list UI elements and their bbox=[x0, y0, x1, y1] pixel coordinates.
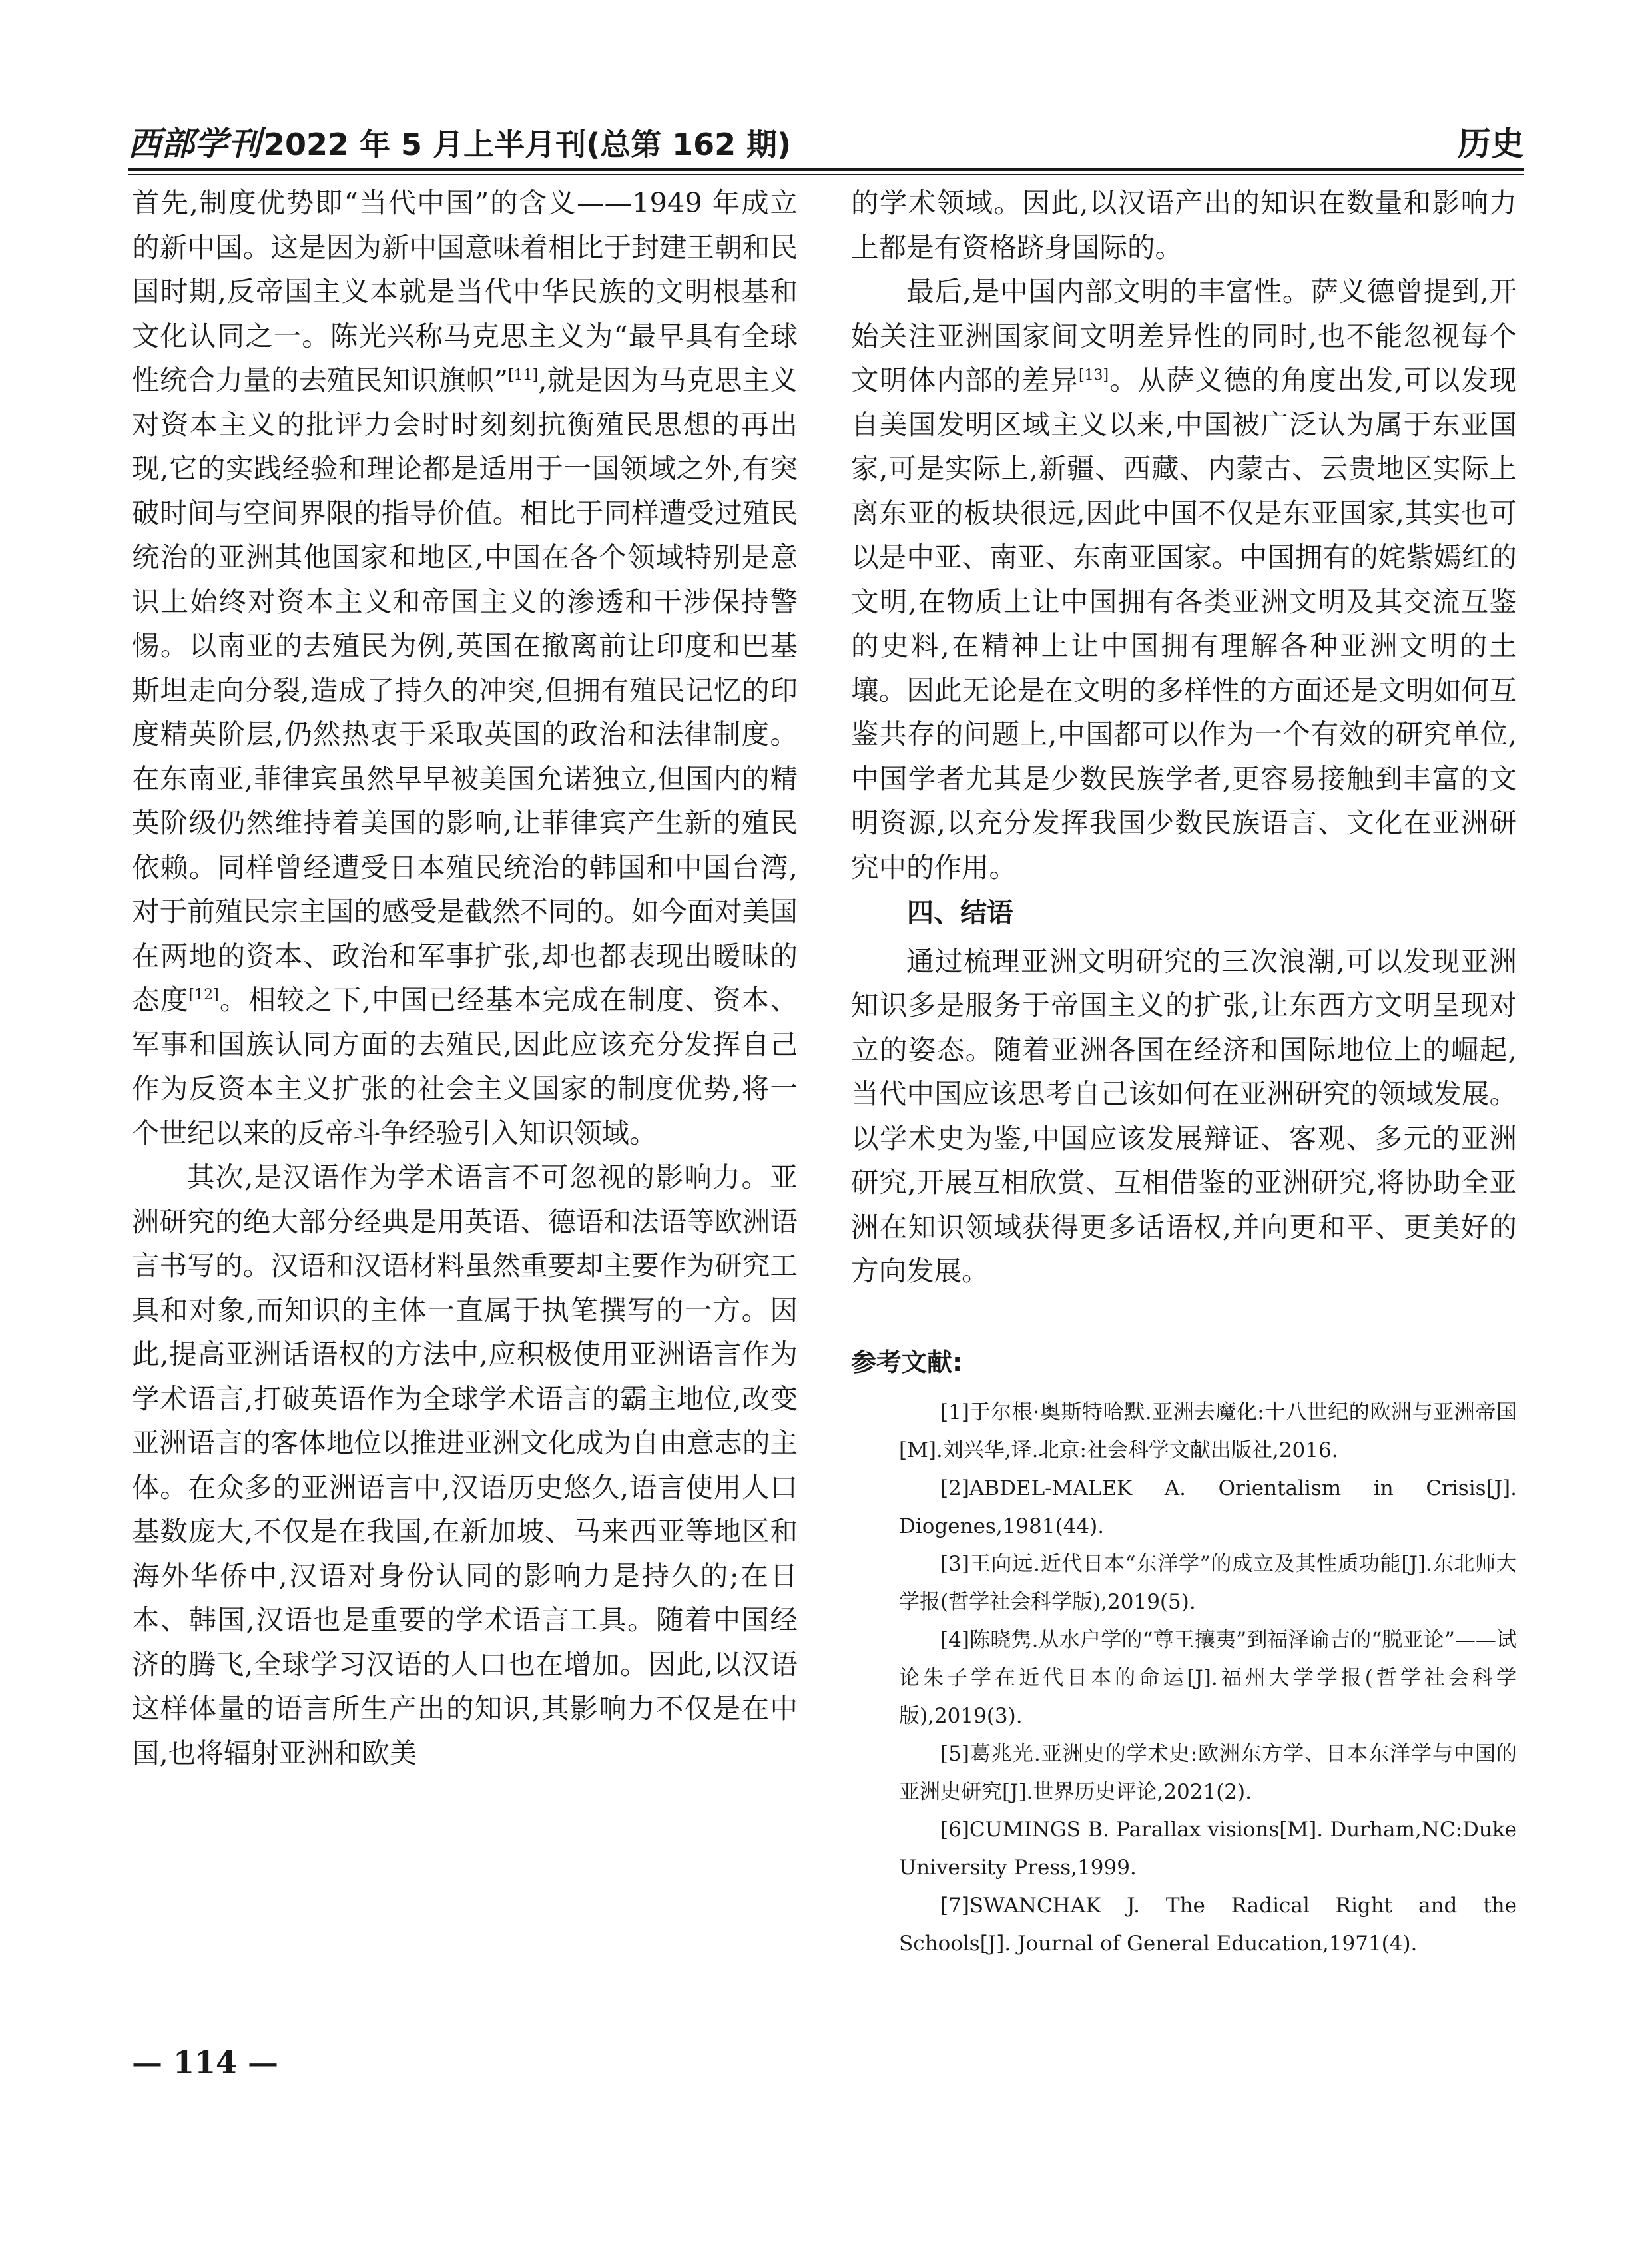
paragraph-text: 。从萨义德的角度出发,可以发现自美国发明区域主义以来,中国被广泛认为属于东亚国家,可是实际上,新疆、西藏、内蒙古、云贵地区实际上离东亚的板块很远,因此中国不仅是东亚国家,其实也可以是中亚、南亚、东南亚国家。中国拥有的姹紫嫣红的文明,在物质上让中国拥有各类亚洲文明及其交流互鉴的史料,在精神上让中国拥有理解各种亚洲文明的土壤。因此无论是在文明的多样性的方面还是文明如何互鉴共存的问题上,中国都可以作为一个有效的研究单位,中国学者尤其是少数民族学者,更容易接触到丰富的文明资源,以充分发挥我国少数民族语言、文化在亚洲研究中的作用。 bbox=[851, 364, 1517, 884]
section-heading-conclusion: 四、结语 bbox=[907, 898, 1013, 928]
paragraph-conclusion: 通过梳理亚洲文明研究的三次浪潮,可以发现亚洲知识多是服务于帝国主义的扩张,让东西方文明呈现对立的姿态。随着亚洲各国在经济和国际地位上的崛起,当代中国应该思考自己该如何在亚洲研究的领域发展。以学术史为鉴,中国应该发展辩证、客观、多元的亚洲研究,开展互相欣赏、互相借鉴的亚洲研究,将协助全亚洲在知识领域获得更多话语权,并向更和平、更美好的方向发展。 bbox=[851, 944, 1517, 1287]
section-label: 历史 bbox=[1458, 125, 1524, 163]
reference-item: [4]陈晓隽.从水户学的“尊王攘夷”到福泽谕吉的“脱亚论”——试论朱子学在近代日本的命运[J].福州大学学报(哲学社会科学版),2019(3). bbox=[899, 1628, 1517, 1728]
reference-item: [2]ABDEL-MALEK A. Orientalism in Crisis[J]. Diogenes,1981(44). bbox=[899, 1476, 1517, 1538]
citation: [13] bbox=[1078, 367, 1109, 384]
paragraph-text: 首先,制度优势即“当代中国”的含义——1949 年成立的新中国。这是因为新中国意味着相比于封建王朝和民国时期,反帝国主义本就是当代中华民族的文明根基和文化认同之一。陈光兴称马克思主义为“最早具有全球性统合力量的去殖民知识旗帜” bbox=[132, 186, 798, 396]
journal-issue-line bbox=[128, 117, 791, 165]
paragraph-text: ,就是因为马克思主义对资本主义的批评力会时时刻刻抗衡殖民思想的再出现,它的实践经验和理论都是适用于一国领域之外,有突破时间与空间界限的指导价值。相比于同样遭受过殖民统治的亚洲其他国家和地区,中国在各个领域特别是意识上始终对资本主义和帝国主义的渗透和干涉保持警惕。以南亚的去殖民为例,英国在撤离前让印度和巴基斯坦走向分裂,造成了持久的冲突,但拥有殖民记忆的印度精英阶层,仍然热衷于采取英国的政治和法律制度。在东南亚,菲律宾虽然早早被美国允诺独立,但国内的精英阶级仍然维持着美国的影响,让菲律宾产生新的殖民依赖。同样曾经遭受日本殖民统治的韩国和中国台湾,对于前殖民宗主国的感受是截然不同的。如今面对美国在两地的资本、政治和军事扩张,却也都表现出暧昧的态度 bbox=[132, 364, 798, 1016]
paragraph-chinese-language: 其次,是汉语作为学术语言不可忽视的影响力。亚洲研究的绝大部分经典是用英语、德语和法语等欧洲语言书写的。汉语和汉语材料虽然重要却主要作为研究工具和对象,而知识的主体一直属于执笔撰写的一方。因此,提高亚洲话语权的方法中,应积极使用亚洲语言作为学术语言,打破英语作为全球学术语言的霸主地位,改变亚洲语言的客体地位以推进亚洲文化成为自由意志的主体。在众多的亚洲语言中,汉语历史悠久,语言使用人口基数庞大,不仅是在我国,在新加坡、马来西亚等地区和海外华侨中,汉语对身份认同的影响力是持久的;在日本、韩国,汉语也是重要的学术语言工具。随着中国经济的腾飞,全球学习汉语的人口也在增加。因此,以汉语这样体量的语言所生产出的知识,其影响力不仅是在中国,也将辐射亚洲和欧美 bbox=[132, 1161, 798, 1769]
page-number: — 114 — bbox=[132, 2044, 279, 2080]
right-column bbox=[851, 181, 1517, 1963]
citation: [12] bbox=[188, 987, 219, 1004]
citation: [11] bbox=[508, 367, 539, 384]
left-column bbox=[132, 181, 798, 1775]
reference-item: [5]葛兆光.亚洲史的学术史:欧洲东方学、日本东洋学与中国的亚洲史研究[J].世界历史评论,2021(2). bbox=[899, 1742, 1517, 1804]
paragraph-institutional-advantage bbox=[132, 181, 798, 1155]
journal-logo: 西部学刊 bbox=[128, 124, 261, 163]
reference-item: [7]SWANCHAK J. The Radical Right and the Schools[J]. Journal of General Education,1971(4). bbox=[899, 1894, 1517, 1956]
paragraph-civilization-richness bbox=[851, 270, 1517, 890]
reference-item: [6]CUMINGS B. Parallax visions[M]. Durham,NC:Duke University Press,1999. bbox=[899, 1818, 1517, 1880]
reference-item: [1]于尔根·奥斯特哈默.亚洲去魔化:十八世纪的欧洲与亚洲帝国[M].刘兴华,译.北京:社会科学文献出版社,2016. bbox=[899, 1400, 1517, 1462]
paragraph-continued: 的学术领域。因此,以汉语产出的知识在数量和影响力上都是有资格跻身国际的。 bbox=[851, 186, 1517, 264]
references-heading: 参考文献: bbox=[851, 1347, 963, 1377]
reference-item: [3]王向远.近代日本“东洋学”的成立及其性质功能[J].东北师大学报(哲学社会科学版),2019(5). bbox=[899, 1552, 1517, 1614]
header-rule-thin bbox=[128, 174, 1524, 175]
paragraph-text: 最后,是中国内部文明的丰富性。萨义德曾提到,开始关注亚洲国家间文明差异性的同时,也不能忽视每个文明体内部的差异 bbox=[851, 275, 1517, 396]
running-header bbox=[128, 112, 1524, 165]
references-list bbox=[851, 1394, 1517, 1963]
issue-label: 2022 年 5 月上半月刊(总第 162 期) bbox=[264, 127, 792, 162]
header-rule bbox=[128, 168, 1524, 171]
paragraph-text: 。相较之下,中国已经基本完成在制度、资本、军事和国族认同方面的去殖民,因此应该充分发挥自己作为反资本主义扩张的社会主义国家的制度优势,将一个世纪以来的反帝斗争经验引入知识领域。 bbox=[132, 983, 798, 1149]
